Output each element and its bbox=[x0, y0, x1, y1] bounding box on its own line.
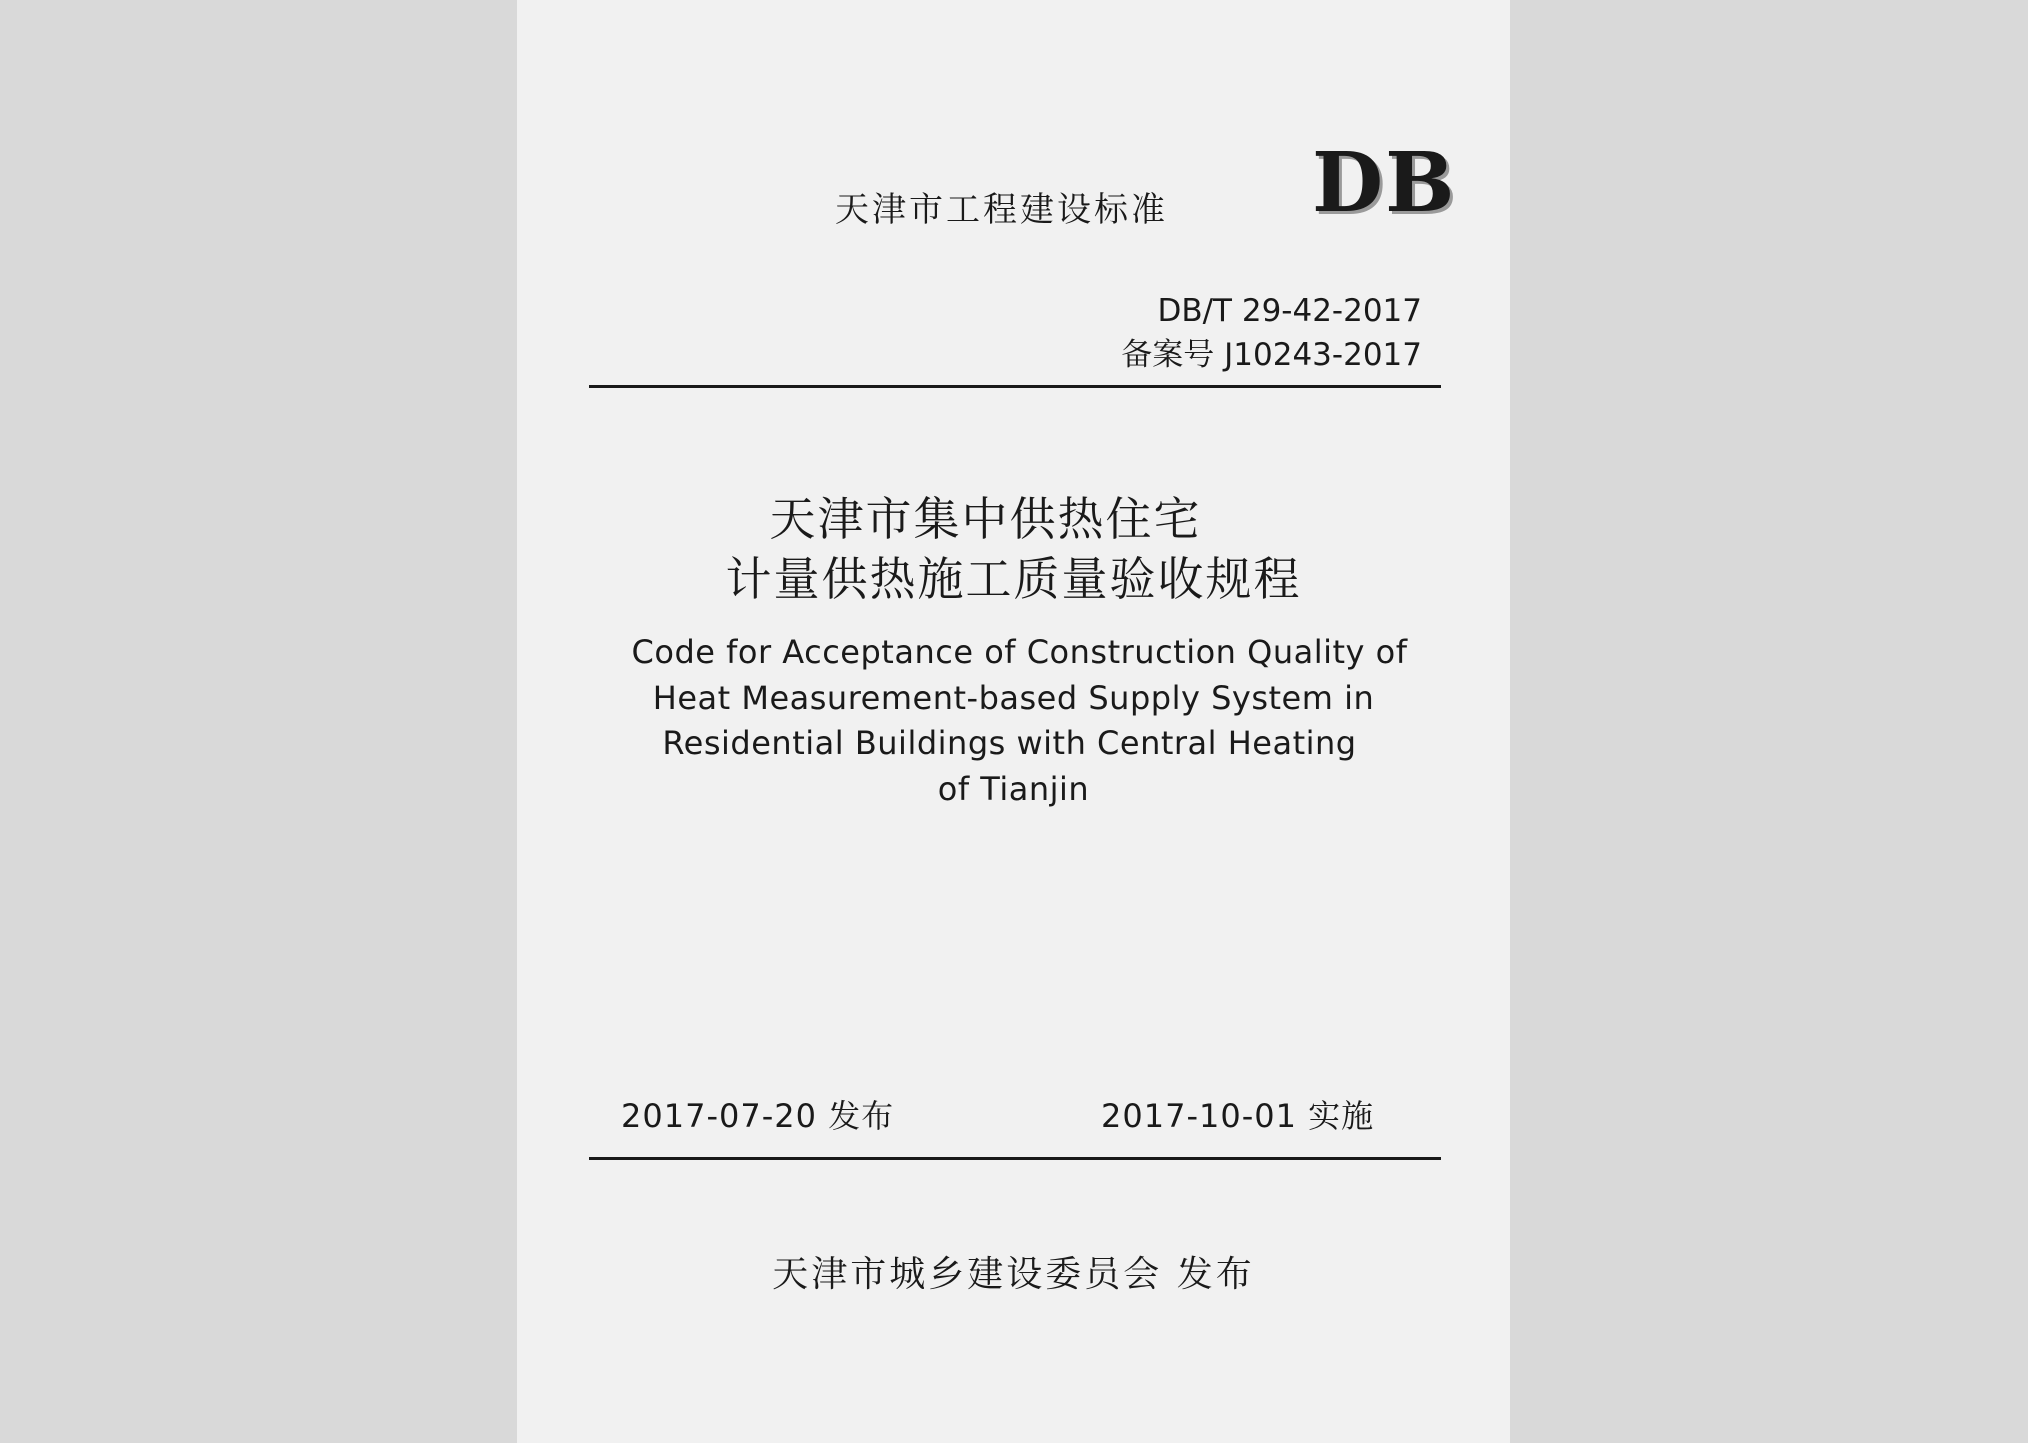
top-divider bbox=[589, 385, 1441, 388]
issue-date: 2017-07-20 发布 bbox=[621, 1097, 895, 1135]
standard-number: DB/T 29-42-2017 bbox=[1157, 293, 1422, 329]
db-mark: DB bbox=[1312, 135, 1457, 231]
title-en-line-2: Heat Measurement-based Supply System in bbox=[652, 679, 1375, 717]
bottom-divider bbox=[589, 1157, 1441, 1160]
title-en-line-4: of Tianjin bbox=[937, 770, 1090, 808]
document-cover bbox=[517, 0, 1510, 1443]
implementation-date: 2017-10-01 实施 bbox=[1101, 1097, 1375, 1135]
title-en-line-3: Residential Buildings with Central Heating bbox=[662, 724, 1357, 762]
title-en-line-1: Code for Acceptance of Construction Quality of bbox=[631, 633, 1408, 671]
title-cn-line-2: 计量供热施工质量验收规程 bbox=[725, 552, 1302, 606]
record-number: 备案号 J10243-2017 bbox=[1121, 337, 1422, 373]
title-cn-line-1: 天津市集中供热住宅 bbox=[769, 492, 1202, 546]
standard-category: 天津市工程建设标准 bbox=[835, 190, 1168, 230]
publisher: 天津市城乡建设委员会 发布 bbox=[772, 1254, 1255, 1295]
